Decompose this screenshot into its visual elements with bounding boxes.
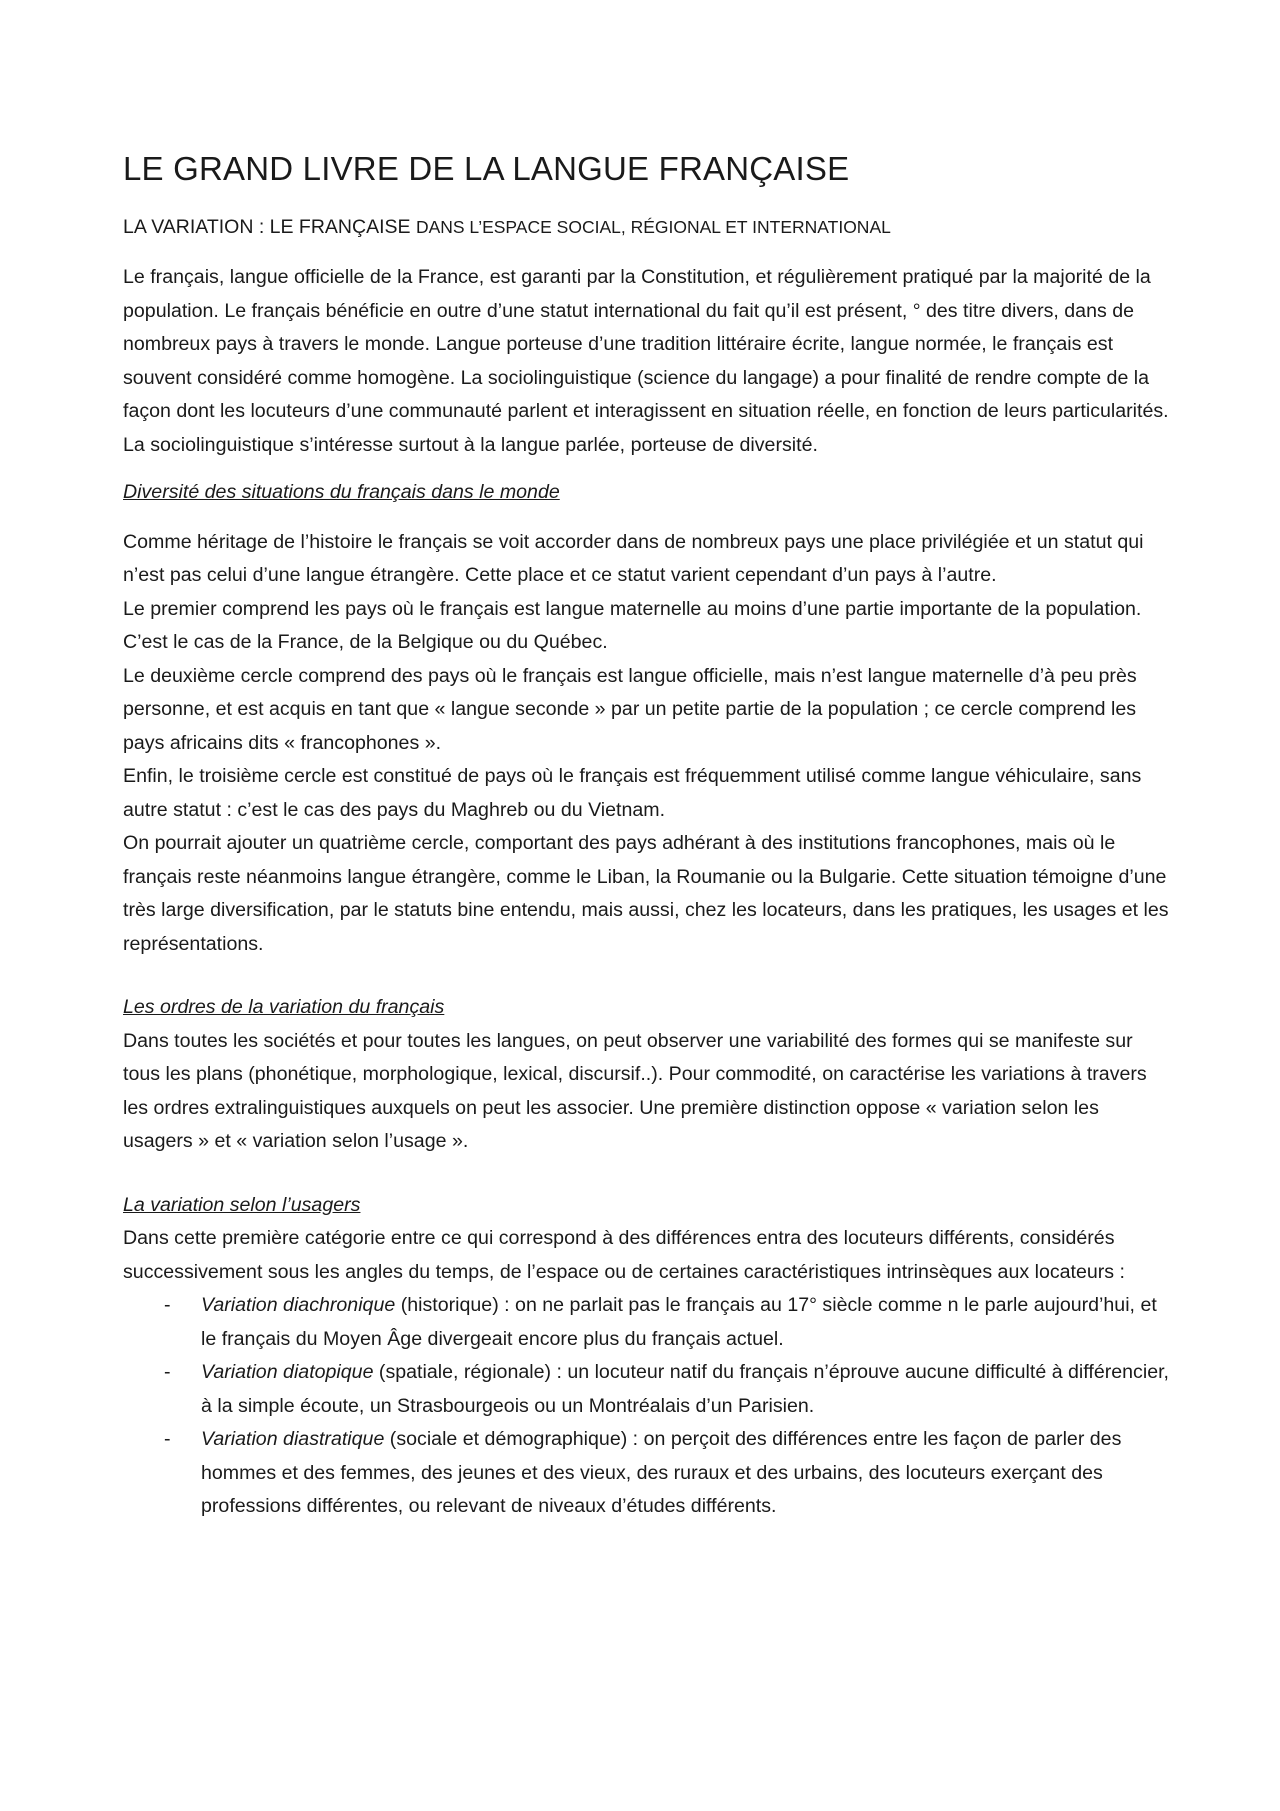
variation-description: (spatiale, régionale) : un locuteur natif du français n’éprouve aucune difficulté à différencier, à la simple écoute, un Strasbourgeois ou un Montréalais d’un Parisien.	[201, 1361, 1169, 1417]
variation-description: (sociale et démographique) : on perçoit des différences entre les façon de parler des hommes et des femmes, des jeunes et des vieux, des ruraux et des urbains, des locuteurs exerçant des professions différentes, ou relevant de niveaux d’études différents.	[201, 1428, 1122, 1517]
document-subtitle	[123, 216, 1173, 239]
section-heading-diversite: Diversité des situations du français dans le monde	[123, 481, 560, 503]
document-page	[123, 150, 1173, 1524]
subtitle-rest: DANS L’ESPACE SOCIAL, RÉGIONAL ET INTERNATIONAL	[415, 217, 891, 237]
section-heading-ordres: Les ordres de la variation du français	[123, 996, 445, 1018]
dash-bullet: -	[164, 1428, 171, 1450]
list-item	[164, 1289, 1173, 1356]
paragraph: Le deuxième cercle comprend des pays où le français est langue officielle, mais n’est langue maternelle d’à peu près personne, et est acquis en tant que « langue seconde » par un petite partie de la population ; ce cercle comprend les pays africains dits « francophones ».	[123, 664, 1137, 754]
list-item	[164, 1423, 1173, 1524]
list-item	[164, 1356, 1173, 1423]
dash-bullet: -	[164, 1294, 171, 1316]
variation-term: Variation diachronique	[201, 1294, 396, 1316]
variation-list	[123, 1289, 1173, 1524]
section-usagers-body: Dans cette première catégorie entre ce qui correspond à des différences entra des locuteurs différents, considérés successivement sous les angles du temps, de l’espace ou de certaines caractéristiques intrinsèques aux locateurs :	[123, 1227, 1125, 1283]
paragraph: On pourrait ajouter un quatrième cercle, comportant des pays adhérant à des institutions francophones, mais où le français reste néanmoins langue étrangère, comme le Liban, la Roumanie ou la Bulgarie. Cette situation témoigne d’une très large diversification, par le statuts bine entendu, mais aussi, chez les locateurs, dans les pratiques, les usages et les représentations.	[123, 832, 1169, 955]
variation-description: (historique) : on ne parlait pas le français au 17° siècle comme n le parle aujourd’hui, et le français du Moyen Âge divergeait encore plus du français actuel.	[201, 1294, 1157, 1350]
dash-bullet: -	[164, 1361, 171, 1383]
section-ordres-body: Dans toutes les sociétés et pour toutes les langues, on peut observer une variabilité des formes qui se manifeste sur tous les plans (phonétique, morphologique, lexical, discursif..). Pour commodité, on caractérise les variations à travers les ordres extralinguistiques auxquels on peut les associer. Une première distinction oppose « variation selon les usagers » et « variation selon l’usage ».	[123, 1029, 1147, 1152]
document-title: LE GRAND LIVRE DE LA LANGUE FRANÇAISE	[123, 150, 850, 187]
section-heading-usagers: La variation selon l’usagers	[123, 1193, 361, 1216]
paragraph: Enfin, le troisième cercle est constitué de pays où le français est fréquemment utilisé comme langue véhiculaire, sans autre statut : c’est le cas des pays du Maghreb ou du Vietnam.	[123, 765, 1142, 821]
variation-term: Variation diastratique	[201, 1428, 385, 1450]
paragraph: Comme héritage de l’histoire le français se voit accorder dans de nombreux pays une place privilégiée et un statut qui n’est pas celui d’une langue étrangère. Cette place et ce statut varient cependant d’un pays à l’autre.	[123, 530, 1144, 586]
paragraph: Le premier comprend les pays où le français est langue maternelle au moins d’une partie importante de la population. C’est le cas de la France, de la Belgique ou du Québec.	[123, 597, 1142, 653]
subtitle-main: LA VARIATION : LE FRANÇAISE	[123, 216, 416, 238]
section-diversite-body	[123, 526, 1173, 962]
intro-paragraph: Le français, langue officielle de la France, est garanti par la Constitution, et régulièrement pratiqué par la majorité de la population. Le français bénéficie en outre d’une statut international du fait qu’il est présent, ° des titre divers, dans de nombreux pays à travers le monde. Langue porteuse d’une tradition littéraire écrite, langue normée, le français est souvent considéré comme homogène. La sociolinguistique (science du langage) a pour finalité de rendre compte de la façon dont les locuteurs d’une communauté parlent et interagissent en situation réelle, en fonction de leurs particularités. La sociolinguistique s’intéresse surtout à la langue parlée, porteuse de diversité.	[123, 266, 1169, 456]
variation-term: Variation diatopique	[201, 1361, 374, 1383]
